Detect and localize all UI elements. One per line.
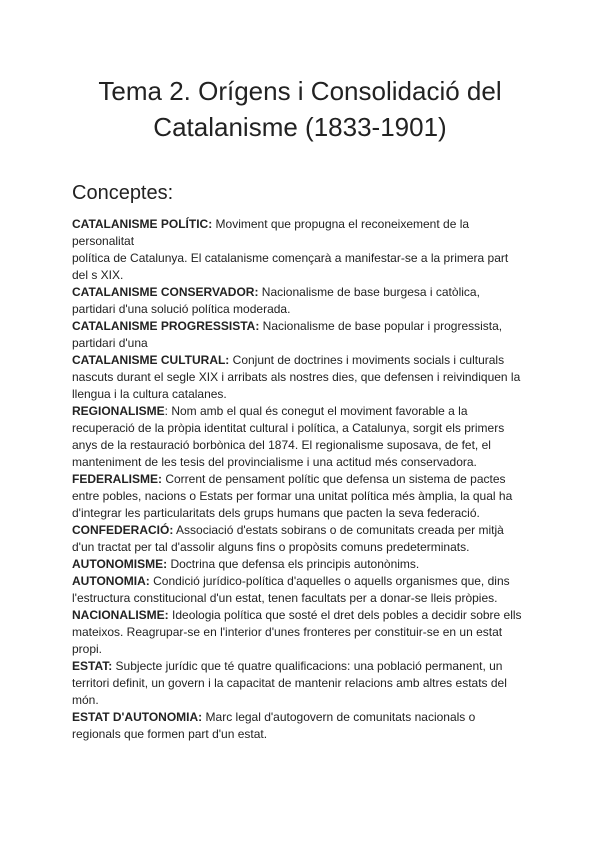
concept-line: [72, 335, 532, 352]
concept-definition-text: Corrent de pensament polític que defensa un sistema de pactes: [162, 472, 506, 486]
concept-definition-text: personalitat: [72, 234, 135, 248]
concept-line: [72, 539, 532, 556]
concept-definition-text: Marc legal d'autogovern de comunitats nacionals o: [202, 710, 476, 724]
concept-entry: [72, 471, 532, 522]
concept-term: ESTAT:: [72, 659, 113, 673]
concept-term: CATALANISME CULTURAL:: [72, 353, 230, 367]
concept-definition-text: Conjunt de doctrines i moviments socials i culturals: [229, 353, 505, 367]
concept-entry: [72, 709, 532, 743]
concept-line: [72, 709, 532, 726]
concept-line: [72, 522, 532, 539]
concept-line: [72, 675, 532, 692]
concept-definition-text: Ideologia política que sosté el dret dels pobles a decidir sobre ells: [168, 608, 522, 622]
concept-definition-text: Subjecte jurídic que té quatre qualificacions: una població permanent, un: [112, 659, 503, 673]
concept-entry: [72, 607, 532, 658]
concept-line: [72, 267, 532, 284]
concept-definition-text: mateixos. Reagrupar-se en l'interior d'unes fronteres per constituir-se en un estat: [72, 625, 503, 639]
concepts-list: [72, 216, 532, 743]
concept-line: [72, 437, 532, 454]
concept-definition-text: política de Catalunya. El catalanisme començarà a manifestar-se a la primera part: [72, 251, 509, 265]
concept-term: AUTONOMIA:: [72, 574, 150, 588]
concept-definition-text: Nacionalisme de base burgesa i catòlica,: [258, 285, 480, 299]
concept-term: CATALANISME POLÍTIC:: [72, 217, 213, 231]
concept-definition-text: propi.: [72, 642, 103, 656]
concept-line: [72, 726, 532, 743]
concept-term: REGIONALISME: [72, 404, 165, 418]
concept-line: [72, 624, 532, 641]
concept-entry: [72, 403, 532, 471]
concept-line: [72, 692, 532, 709]
concept-line: [72, 454, 532, 471]
concept-term: CONFEDERACIÓ:: [72, 523, 174, 537]
concept-line: [72, 386, 532, 403]
concept-line: [72, 488, 532, 505]
concept-line: [72, 403, 532, 420]
concept-definition-text: Condició jurídico-política d'aquelles o aquells organismes que, dins: [149, 574, 510, 588]
concept-definition-text: Moviment que propugna el reconeixement de la: [212, 217, 470, 231]
concept-definition-text: entre pobles, nacions o Estats per formar una unitat política més àmplia, la qual ha: [72, 489, 513, 503]
concept-definition-text: territori definit, un govern i la capacitat de mantenir relacions amb altres estats del: [72, 676, 507, 690]
concept-entry: [72, 216, 532, 284]
title-line-1: Tema 2. Orígens i Consolidació del: [98, 76, 502, 106]
document-title: [40, 73, 560, 145]
concept-definition-text: recuperació de la pròpia identitat cultural i política, a Catalunya, sorgit els primers: [72, 421, 505, 435]
concept-definition-text: anys de la restauració borbònica del 1874. El regionalisme suposava, de fet, el: [72, 438, 491, 452]
concept-definition-text: : Nom amb el qual és conegut el moviment favorable a la: [164, 404, 468, 418]
concept-definition-text: l'estructura constitucional d'un estat, tenen facultats per a donar-se lleis pròpies.: [72, 591, 498, 605]
concept-definition-text: regionals que formen part d'un estat.: [72, 727, 268, 741]
concept-line: [72, 641, 532, 658]
concept-line: [72, 607, 532, 624]
concept-entry: [72, 556, 532, 573]
concept-line: [72, 471, 532, 488]
concept-line: [72, 420, 532, 437]
concept-line: [72, 505, 532, 522]
concept-definition-text: partidari d'una solució política moderada.: [72, 302, 291, 316]
concept-entry: [72, 522, 532, 556]
concept-line: [72, 284, 532, 301]
concept-entry: [72, 318, 532, 352]
concept-definition-text: Doctrina que defensa els principis autonònims.: [167, 557, 420, 571]
concept-line: [72, 318, 532, 335]
concept-entry: [72, 352, 532, 403]
concept-entry: [72, 658, 532, 709]
concept-definition-text: partidari d'una: [72, 336, 148, 350]
concept-term: NACIONALISME:: [72, 608, 169, 622]
concept-definition-text: món.: [72, 693, 99, 707]
concept-term: ESTAT D'AUTONOMIA:: [72, 710, 203, 724]
concept-line: [72, 250, 532, 267]
concept-line: [72, 352, 532, 369]
concept-entry: [72, 573, 532, 607]
concept-entry: [72, 284, 532, 318]
section-heading: Conceptes:: [72, 182, 174, 204]
concept-line: [72, 556, 532, 573]
concept-line: [72, 658, 532, 675]
concept-term: FEDERALISME:: [72, 472, 162, 486]
concept-line: [72, 573, 532, 590]
concept-definition-text: del s XIX.: [72, 268, 124, 282]
title-line-2: Catalanisme (1833-1901): [153, 112, 447, 142]
concept-definition-text: d'un tractat per tal d'assolir alguns fins o propòsits comuns predeterminats.: [72, 540, 470, 554]
concept-line: [72, 216, 532, 233]
concept-definition-text: Associació d'estats sobirans o de comunitats creada per mitjà: [173, 523, 504, 537]
concept-line: [72, 301, 532, 318]
concept-definition-text: manteniment de les tesis del provincialisme i una actitud més conservadora.: [72, 455, 477, 469]
concept-definition-text: nascuts durant el segle XIX i arribats als nostres dies, que defensen i reivindiquen la: [72, 370, 521, 384]
concept-definition-text: llengua i la cultura catalanes.: [72, 387, 227, 401]
concept-definition-text: Nacionalisme de base popular i progressista,: [259, 319, 503, 333]
concept-term: AUTONOMISME:: [72, 557, 168, 571]
concept-term: CATALANISME PROGRESSISTA:: [72, 319, 260, 333]
concept-line: [72, 369, 532, 386]
concept-line: [72, 233, 532, 250]
concept-definition-text: d'integrar les particularitats dels grups humans que pacten la seva federació.: [72, 506, 480, 520]
concept-line: [72, 590, 532, 607]
concept-term: CATALANISME CONSERVADOR:: [72, 285, 259, 299]
